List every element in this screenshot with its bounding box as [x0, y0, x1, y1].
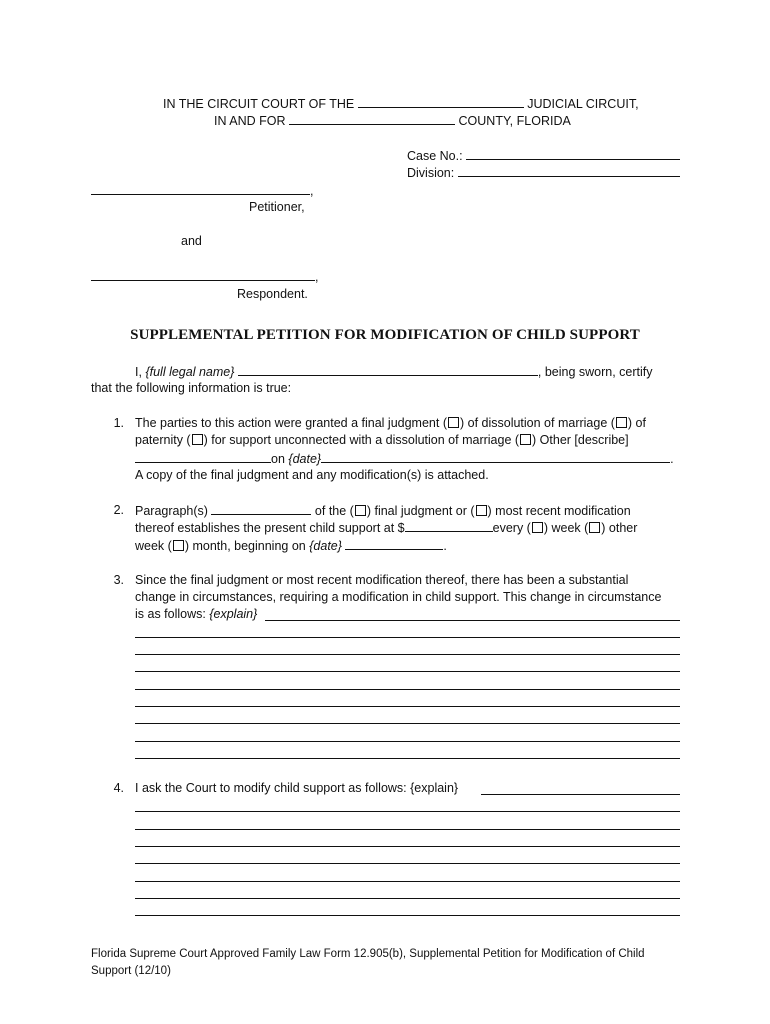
item-3-answer-line-2[interactable]	[135, 637, 680, 638]
item-1-line-c	[135, 450, 674, 467]
text: thereof establishes the present child support at $	[135, 521, 405, 535]
court-line-2	[214, 112, 571, 129]
respondent-name-field[interactable]	[91, 268, 315, 281]
court-line-1	[163, 95, 639, 112]
recent-modification-checkbox[interactable]	[476, 505, 487, 516]
item-1-line-b	[135, 432, 629, 448]
item-4-answer-line-5[interactable]	[135, 863, 680, 864]
text: ) month, beginning on	[184, 539, 306, 553]
text: paternity (	[135, 433, 191, 447]
petitioner-name-field[interactable]	[91, 182, 310, 195]
comma: ,	[315, 270, 319, 284]
case-no-row	[407, 147, 680, 164]
item-4-answer-line-2[interactable]	[135, 811, 680, 812]
item-2-line-a	[135, 502, 631, 519]
footer-line-2: Support (12/10)	[91, 965, 171, 977]
county-field[interactable]	[289, 112, 455, 125]
text: of the (	[314, 504, 354, 518]
other-week-checkbox[interactable]	[173, 540, 184, 551]
dissolution-checkbox[interactable]	[616, 417, 627, 428]
item-3-line-b: change in circumstances, requiring a modification in child support. This change in circumstance	[135, 590, 662, 604]
item-4-answer-line-7[interactable]	[135, 898, 680, 899]
item-1-describe-field[interactable]	[135, 450, 271, 463]
text: ) week (	[543, 521, 589, 535]
text: every (	[492, 521, 531, 535]
respondent-row	[91, 268, 318, 285]
item-4-number: 4.	[113, 781, 124, 795]
in-and-for-label: IN AND FOR	[214, 114, 286, 128]
form-title: SUPPLEMENTAL PETITION FOR MODIFICATION OF CHILD SUPPORT	[130, 327, 640, 343]
support-amount-field[interactable]	[405, 519, 493, 532]
other-checkbox[interactable]	[520, 434, 531, 445]
paternity-checkbox[interactable]	[192, 434, 203, 445]
text: ) of	[627, 416, 646, 430]
text: .	[670, 452, 674, 466]
judicial-circuit-label: JUDICIAL CIRCUIT,	[527, 97, 639, 111]
item-3-answer-line-3[interactable]	[135, 654, 680, 655]
comma: ,	[310, 184, 314, 198]
item-2-number: 2.	[113, 503, 124, 517]
item-3-number: 3.	[113, 573, 124, 587]
item-4-answer-line-6[interactable]	[135, 881, 680, 882]
case-no-label: Case No.:	[407, 149, 463, 163]
text: on	[271, 452, 285, 466]
respondent-label: Respondent.	[237, 287, 308, 301]
date-hint: {date}	[309, 539, 342, 553]
item-3-answer-line-4[interactable]	[135, 671, 680, 672]
item-2-line-c	[135, 537, 447, 554]
text: ) Other [describe]	[532, 433, 629, 447]
item-4-answer-line-3[interactable]	[135, 829, 680, 830]
petitioner-label: Petitioner,	[249, 200, 305, 214]
full-legal-name-field[interactable]	[238, 363, 538, 376]
beginning-date-field[interactable]	[345, 537, 443, 550]
item-3-answer-line-9[interactable]	[135, 758, 680, 759]
footer-line-1: Florida Supreme Court Approved Family Law Form 12.905(b), Supplemental Petition for Modification of Child	[91, 948, 645, 960]
item-3-line-a: Since the final judgment or most recent modification thereof, there has been a substantial	[135, 573, 629, 587]
item-1-line-a	[135, 415, 646, 431]
text: ) for support unconnected with a dissolution of marriage (	[203, 433, 520, 447]
paragraph-field[interactable]	[211, 502, 311, 515]
explain-hint: {explain}	[209, 607, 258, 621]
text: ) of dissolution of marriage (	[459, 416, 615, 430]
text: ) final judgment or (	[366, 504, 475, 518]
text: .	[443, 539, 447, 553]
division-row	[407, 164, 680, 181]
item-3-answer-line-5[interactable]	[135, 689, 680, 690]
intro-suffix: , being sworn, certify	[537, 365, 653, 379]
item-4-line-a: I ask the Court to modify child support as follows: {explain}	[135, 781, 459, 795]
final-judgment-checkbox[interactable]	[448, 417, 459, 428]
item-2-line-b	[135, 519, 637, 536]
division-label: Division:	[407, 166, 455, 180]
item-1-date-field[interactable]	[321, 450, 670, 463]
item-3-line-c	[135, 606, 257, 622]
item-3-answer-line-6[interactable]	[135, 706, 680, 707]
court-label: IN THE CIRCUIT COURT OF THE	[163, 97, 355, 111]
item-1-number: 1.	[113, 416, 124, 430]
intro-line-2: that the following information is true:	[91, 381, 292, 395]
final-judgment-checkbox-2[interactable]	[355, 505, 366, 516]
item-4-answer-line-1[interactable]	[481, 794, 680, 795]
petitioner-row	[91, 182, 313, 199]
text: week (	[135, 539, 172, 553]
item-1-line-d: A copy of the final judgment and any modification(s) is attached.	[135, 468, 489, 482]
item-3-answer-line-8[interactable]	[135, 741, 680, 742]
intro-prefix: I,	[135, 365, 142, 379]
item-3-answer-line-7[interactable]	[135, 723, 680, 724]
every-checkbox[interactable]	[532, 522, 543, 533]
item-3-answer-line-1[interactable]	[265, 620, 680, 621]
text: is as follows:	[135, 607, 206, 621]
text: Paragraph(s)	[135, 504, 208, 518]
week-checkbox[interactable]	[589, 522, 600, 533]
item-4-answer-line-4[interactable]	[135, 846, 680, 847]
text: ) other	[601, 521, 638, 535]
intro-line-1	[135, 363, 653, 380]
text: ) most recent modification	[487, 504, 631, 518]
date-hint: {date}	[288, 452, 322, 466]
item-4-answer-line-8[interactable]	[135, 915, 680, 916]
and-label: and	[181, 234, 202, 248]
case-no-field[interactable]	[466, 147, 680, 160]
county-label: COUNTY, FLORIDA	[458, 114, 571, 128]
judicial-circuit-field[interactable]	[358, 95, 524, 108]
name-hint: {full legal name}	[145, 365, 235, 379]
division-field[interactable]	[458, 164, 680, 177]
text: The parties to this action were granted a final judgment (	[135, 416, 447, 430]
